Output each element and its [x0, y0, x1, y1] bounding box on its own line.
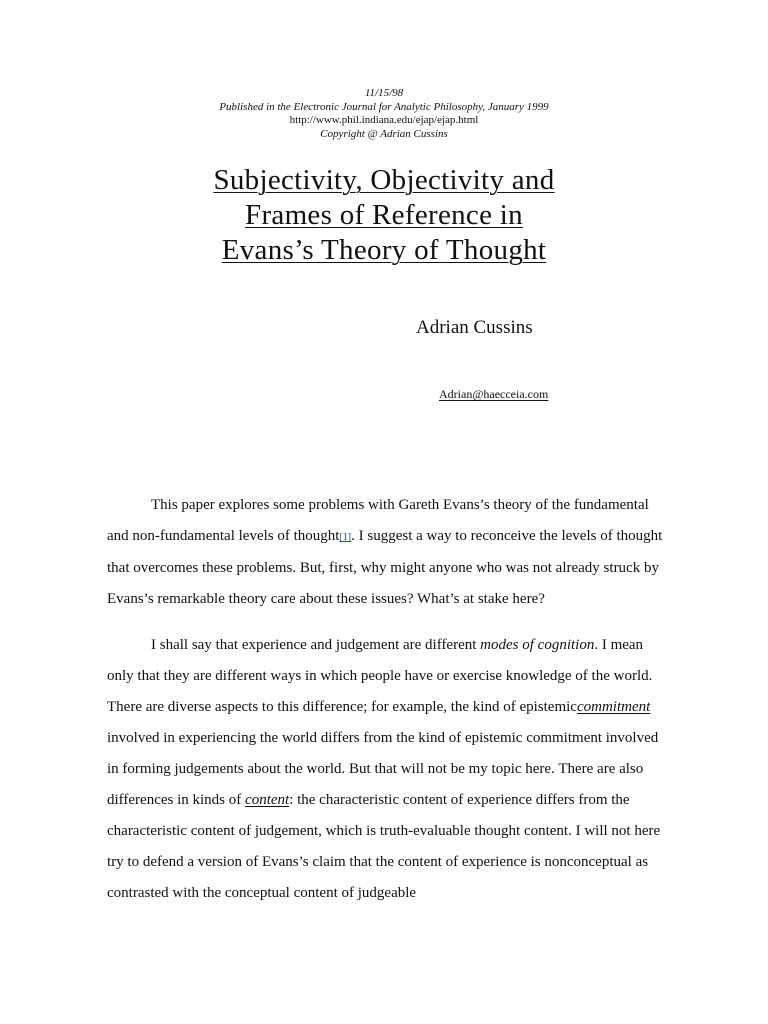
body-text [107, 490, 667, 909]
header-url: http://www.phil.indiana.edu/ejap/ejap.html [289, 114, 479, 126]
author-email-link[interactable]: Adrian@haecceia.com [439, 387, 549, 401]
author-name: Adrian Cussins [416, 317, 533, 338]
header-date: 11/15/98 [364, 87, 404, 99]
paragraph-2-text-d: : the characteristic content of experience differs from the characteristic content of judgement, which is truth-evaluable thought content. I will not here try to defend a version of Evans’s claim that the content of experience is nonconceptual as contrasted with the conceptual content of judgeable [107, 792, 661, 901]
title-line-1: Subjectivity, Objectivity and [213, 164, 555, 196]
paragraph-2-text-b: . I mean only that they are different ways in which people have or exercise knowledge of the world. There are diverse aspects to this difference; for example, the kind of epistemic [107, 637, 653, 715]
header-published: Published in the Electronic Journal for Analytic Philosophy, January 1999 [219, 100, 549, 113]
paragraph-2-text-a: I shall say that experience and judgement are different [151, 637, 481, 653]
paragraph-2 [107, 630, 667, 909]
publication-header [0, 87, 768, 141]
title-line-3: Evans’s Theory of Thought [221, 234, 547, 266]
emphasis-modes-of-cognition: modes of cognition [480, 637, 595, 653]
paragraph-1-text-a: This paper explores some problems with Gareth Evans’s theory of the fundamental and non-fundamental levels of thought [107, 497, 649, 544]
paragraph-1 [107, 490, 667, 615]
emphasis-commitment: commitment [576, 699, 651, 715]
paper-title [0, 163, 768, 268]
paragraph-1-text-b: . I suggest a way to reconceive the levels of thought that overcomes these problems. But, first, why might anyone who was not already struck by Evans’s remarkable theory care about these issues? What’s at stake here? [107, 528, 663, 607]
title-line-2: Frames of Reference in [245, 199, 523, 231]
header-copyright: Copyright @ Adrian Cussins [320, 127, 448, 140]
footnote-link[interactable]: [1] [339, 532, 352, 543]
paragraph-2-text-c: involved in experiencing the world differs from the kind of epistemic commitment involved in forming judgements about the world. But that will not be my topic here. There are also differences in kinds of [107, 730, 659, 808]
emphasis-content: content [245, 792, 290, 808]
